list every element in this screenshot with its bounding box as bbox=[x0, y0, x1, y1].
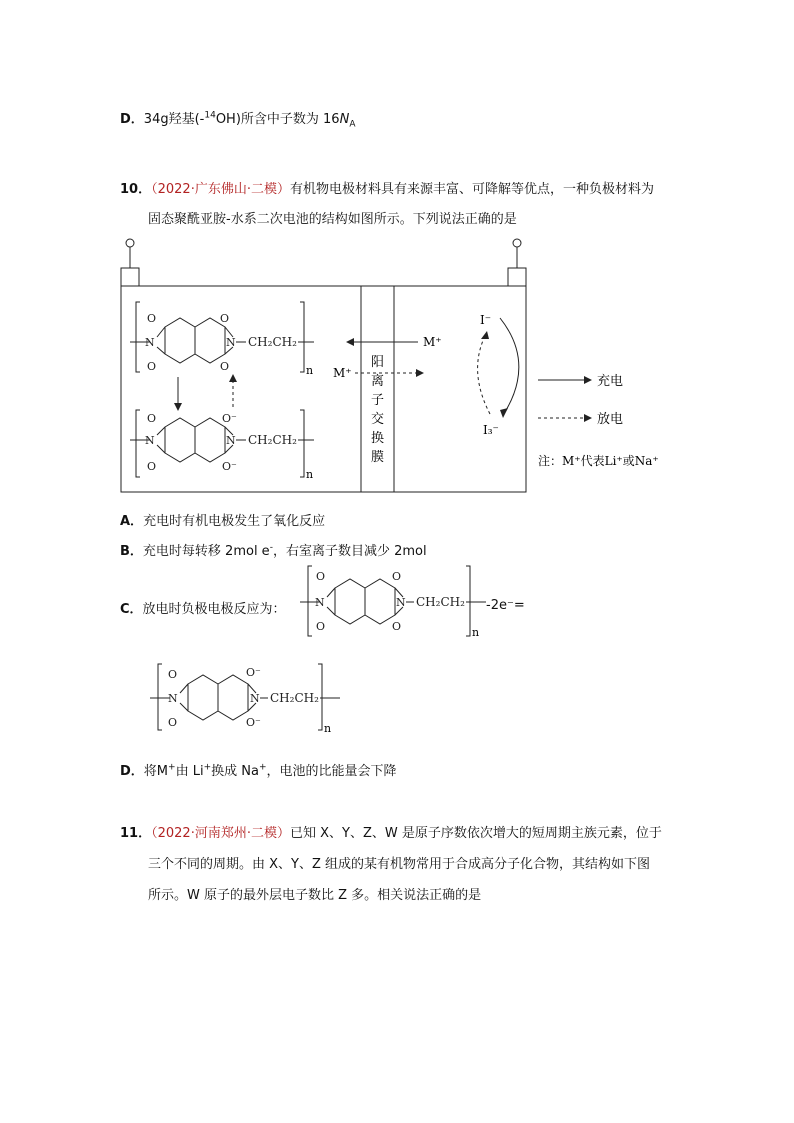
isotope-mass: 14 bbox=[204, 110, 216, 121]
ethylene-text: CH₂CH₂ bbox=[248, 335, 297, 349]
option-label: A． bbox=[120, 514, 144, 529]
q9-option-d bbox=[120, 108, 355, 130]
source-close: ） bbox=[276, 826, 290, 841]
source-open: （ bbox=[151, 182, 158, 197]
avogadro: N bbox=[339, 112, 350, 127]
option-text: 换成 Na bbox=[211, 764, 259, 779]
svg-text:O⁻: O⁻ bbox=[246, 716, 261, 729]
ethylene-text: CH₂CH₂ bbox=[248, 433, 297, 447]
legend bbox=[538, 373, 659, 468]
svg-text:N: N bbox=[396, 596, 406, 609]
svg-text:O: O bbox=[168, 668, 178, 681]
superscript: + bbox=[258, 762, 267, 773]
membrane-char: 换 bbox=[370, 431, 385, 446]
question-source: 2022·广东佛山·二模 bbox=[157, 182, 277, 197]
source-open: （ bbox=[151, 826, 158, 841]
svg-text:N: N bbox=[250, 692, 260, 705]
svg-text:O: O bbox=[316, 570, 326, 583]
option-text: 34g羟基(- bbox=[143, 112, 205, 127]
reaction-structures bbox=[0, 560, 794, 740]
repeat-n: n bbox=[324, 722, 332, 735]
svg-text:O: O bbox=[147, 360, 157, 373]
avogadro-sub: A bbox=[349, 119, 356, 130]
svg-text:O: O bbox=[392, 620, 402, 633]
q10-option-b bbox=[120, 540, 427, 559]
option-text: 放电时负极电极反应为： bbox=[142, 602, 286, 617]
superscript: + bbox=[168, 762, 176, 773]
question-number: 11． bbox=[120, 826, 152, 841]
option-label: B． bbox=[120, 544, 143, 559]
source-close: ） bbox=[276, 182, 290, 197]
option-text: 由 Li bbox=[175, 764, 204, 779]
svg-text:N: N bbox=[168, 692, 178, 705]
svg-text:O⁻: O⁻ bbox=[246, 666, 261, 679]
cation-right: M⁺ bbox=[423, 335, 442, 349]
stem-text: 有机物电极材料具有来源丰富、可降解等优点，一种负极材料为 bbox=[289, 182, 654, 197]
svg-text:N: N bbox=[315, 596, 325, 609]
repeat-n: n bbox=[306, 364, 314, 377]
superscript: + bbox=[203, 762, 212, 773]
question-source: 2022·河南郑州·二模 bbox=[157, 826, 277, 841]
stem-text: 已知 X、Y、Z、W 是原子序数依次增大的短周期主族元素，位于 bbox=[289, 826, 662, 841]
q11-stem-line2: 三个不同的周期。由 X、Y、Z 组成的某有机物常用于合成高分子化合物，其结构如下图 bbox=[148, 857, 651, 872]
option-label: D． bbox=[120, 764, 144, 779]
option-label: D． bbox=[120, 112, 144, 127]
option-label: C． bbox=[120, 602, 143, 617]
legend-charge: 充电 bbox=[597, 374, 624, 389]
option-text: 充电时有机电极发生了氧化反应 bbox=[143, 514, 326, 529]
q10-stem-line1 bbox=[120, 178, 654, 197]
q11-stem-line1 bbox=[120, 822, 662, 841]
option-text: 将M bbox=[143, 764, 169, 779]
q10-option-a bbox=[120, 510, 325, 529]
battery-diagram bbox=[0, 232, 794, 502]
repeat-n: n bbox=[472, 626, 480, 639]
question-number: 10． bbox=[120, 182, 152, 197]
svg-text:O: O bbox=[147, 312, 157, 325]
q11-stem-line3: 所示。W 原子的最外层电子数比 Z 多。相关说法正确的是 bbox=[148, 888, 482, 903]
svg-text:O: O bbox=[168, 716, 178, 729]
right-terminal bbox=[508, 239, 526, 286]
membrane-char: 膜 bbox=[370, 450, 385, 465]
option-text: ，右室离子数目减少 2mol bbox=[272, 544, 427, 559]
svg-text:O: O bbox=[220, 360, 230, 373]
iodide-label: I⁻ bbox=[480, 313, 492, 327]
svg-text:N: N bbox=[226, 336, 236, 349]
svg-text:O: O bbox=[316, 620, 326, 633]
triiodide-label: I₃⁻ bbox=[483, 423, 499, 437]
ethylene-text: CH₂CH₂ bbox=[416, 595, 465, 609]
repeat-n: n bbox=[306, 468, 314, 481]
option-text: ，电池的比能量会下降 bbox=[266, 764, 397, 779]
svg-text:O: O bbox=[147, 460, 157, 473]
membrane-char: 交 bbox=[370, 412, 385, 427]
membrane-char: 阳 bbox=[370, 355, 385, 370]
option-text: OH)所含中子数为 16 bbox=[215, 112, 340, 127]
svg-text:O: O bbox=[392, 570, 402, 583]
q10-option-c-suffix: -2e⁻= bbox=[486, 598, 525, 613]
svg-text:O⁻: O⁻ bbox=[222, 412, 237, 425]
svg-text:N: N bbox=[145, 336, 155, 349]
legend-discharge: 放电 bbox=[597, 412, 624, 427]
q10-option-d bbox=[120, 760, 397, 779]
left-terminal bbox=[121, 239, 139, 286]
svg-text:N: N bbox=[145, 434, 155, 447]
membrane-char: 离 bbox=[370, 374, 385, 389]
superscript: - bbox=[269, 542, 273, 553]
svg-text:O: O bbox=[220, 312, 230, 325]
membrane-char: 子 bbox=[370, 393, 385, 408]
ethylene-text: CH₂CH₂ bbox=[270, 691, 319, 705]
note: 注：M⁺代表Li⁺或Na⁺ bbox=[538, 454, 659, 468]
svg-text:N: N bbox=[226, 434, 236, 447]
cation-left: M⁺ bbox=[333, 366, 352, 380]
q10-stem-line2: 固态聚酰亚胺-水系二次电池的结构如图所示。下列说法正确的是 bbox=[148, 212, 517, 227]
svg-text:O⁻: O⁻ bbox=[222, 460, 237, 473]
option-text: 充电时每转移 2mol e bbox=[142, 544, 270, 559]
svg-text:O: O bbox=[147, 412, 157, 425]
